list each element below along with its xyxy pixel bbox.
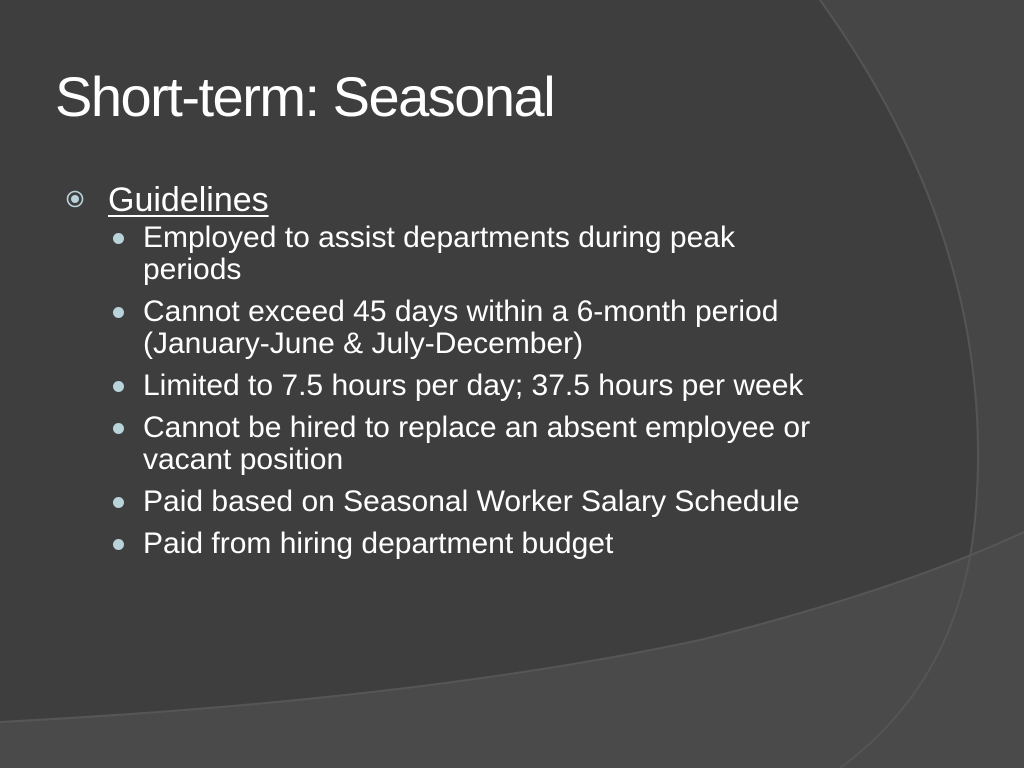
list-item <box>66 528 823 560</box>
list-item <box>66 222 823 286</box>
round-bullet-icon <box>113 497 124 508</box>
slide-title: Short-term: Seasonal <box>55 65 555 128</box>
list-item <box>66 296 823 360</box>
list-item-text: Cannot be hired to replace an absent employee or vacant position <box>143 411 811 476</box>
round-bullet-icon <box>113 307 124 318</box>
list-item <box>66 412 823 476</box>
guidelines-bullet <box>66 178 886 222</box>
list-item-text: Paid based on Seasonal Worker Salary Schedule <box>143 485 800 518</box>
list-item <box>66 370 823 402</box>
round-bullet-icon <box>113 233 124 244</box>
list-item-text: Employed to assist departments during peak periods <box>143 221 735 286</box>
slide-content <box>66 178 886 570</box>
guidelines-list <box>66 222 886 560</box>
list-item <box>66 486 823 518</box>
round-bullet-icon <box>113 539 124 550</box>
target-bullet-icon <box>66 190 84 208</box>
list-item-text: Limited to 7.5 hours per day; 37.5 hours per week <box>143 369 804 402</box>
list-item-text: Paid from hiring department budget <box>143 527 614 560</box>
round-bullet-icon <box>113 423 124 434</box>
guidelines-heading: Guidelines <box>108 181 269 219</box>
list-item-text: Cannot exceed 45 days within a 6-month period (January-June & July-December) <box>143 295 779 360</box>
round-bullet-icon <box>113 381 124 392</box>
